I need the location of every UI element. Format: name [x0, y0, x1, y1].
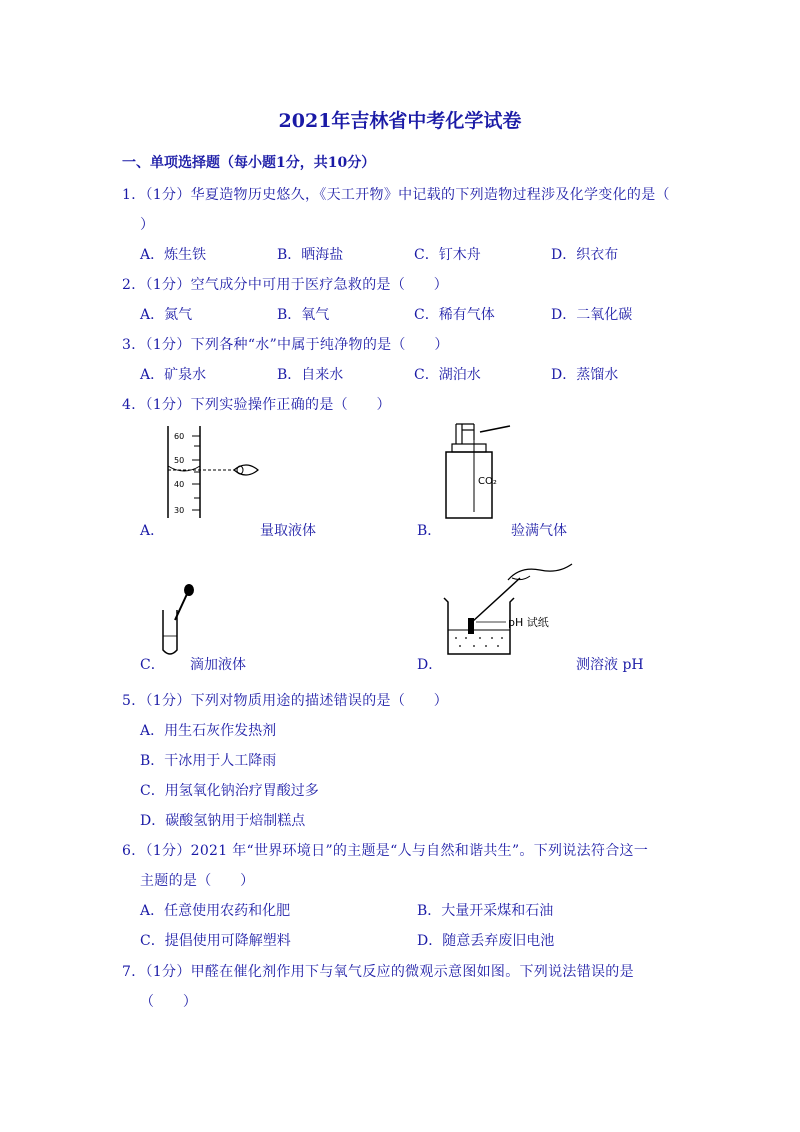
- question-5-stem: 5．（1分）下列对物质用途的描述错误的是（ ）: [122, 693, 449, 709]
- tick-label-30: 30: [174, 506, 185, 515]
- question-6-stem-cont: 主题的是（ ）: [140, 873, 255, 889]
- question-7-stem-cont: （ ）: [140, 994, 198, 1010]
- q5-option-b: B．干冰用于人工降雨: [140, 753, 277, 769]
- question-1-stem: 1．（1分）华夏造物历史悠久，《天工开物》中记载的下列造物过程涉及化学变化的是（: [122, 187, 670, 203]
- gas-bottle-figure: [434, 420, 524, 524]
- q2-option-d: D．二氧化碳: [551, 307, 633, 323]
- q5-option-d: D．碳酸氢钠用于焙制糕点: [140, 813, 306, 829]
- q4-option-c-letter: C．: [140, 657, 165, 673]
- q5-option-c: C．用氢氧化钠治疗胃酸过多: [140, 783, 319, 799]
- q3-option-b: B．自来水: [277, 367, 344, 383]
- q2-option-a: A．氮气: [140, 307, 193, 323]
- tick-label-40: 40: [174, 480, 185, 489]
- q3-option-d: D．蒸馏水: [551, 367, 619, 383]
- tick-label-60: 60: [174, 432, 185, 441]
- question-2-stem: 2．（1分）空气成分中可用于医疗急救的是（ ）: [122, 277, 449, 293]
- q4-option-a-letter: A．: [140, 523, 165, 539]
- co2-label: CO₂: [478, 476, 497, 487]
- section-heading: 一、单项选择题（每小题1分，共10分）: [122, 155, 376, 171]
- q1-option-d: D．织衣布: [551, 247, 619, 263]
- ph-paper-label: pH 试纸: [508, 616, 549, 629]
- tick-label-50: 50: [174, 456, 185, 465]
- q1-option-a: A．炼生铁: [140, 247, 207, 263]
- q4-option-d-caption: 测溶液 pH: [576, 657, 644, 673]
- q4-option-d-letter: D．: [417, 657, 443, 673]
- hand-outline: [508, 564, 572, 580]
- graduated-cylinder-figure: [160, 422, 280, 522]
- page-title: 2021年吉林省中考化学试卷: [278, 110, 522, 132]
- q1-option-b: B．晒海盐: [277, 247, 344, 263]
- q3-option-c: C．湖泊水: [414, 367, 481, 383]
- dropper-test-tube-figure: [155, 582, 205, 658]
- q4-option-a-caption: 量取液体: [260, 523, 316, 539]
- q6-option-d: D．随意丢弃废旧电池: [417, 933, 555, 949]
- q3-option-a: A．矿泉水: [140, 367, 207, 383]
- question-3-stem: 3．（1分）下列各种“水”中属于纯净物的是（ ）: [122, 337, 449, 353]
- q4-option-b-letter: B．: [417, 523, 442, 539]
- question-4-stem: 4．（1分）下列实验操作正确的是（ ）: [122, 397, 391, 413]
- question-1-stem-cont: ）: [140, 217, 155, 233]
- q4-option-b-caption: 验满气体: [511, 523, 567, 539]
- q4-option-c-caption: 滴加液体: [190, 657, 246, 673]
- q2-option-b: B．氧气: [277, 307, 330, 323]
- q2-option-c: C．稀有气体: [414, 307, 495, 323]
- q6-option-b: B．大量开采煤和石油: [417, 903, 554, 919]
- q6-option-c: C．提倡使用可降解塑料: [140, 933, 291, 949]
- question-7-stem: 7．（1分）甲醛在催化剂作用下与氧气反应的微观示意图如图。下列说法错误的是: [122, 964, 634, 980]
- q1-option-c: C．钉木舟: [414, 247, 481, 263]
- q6-option-a: A．任意使用农药和化肥: [140, 903, 291, 919]
- question-6-stem: 6．（1分）2021 年“世界环境日”的主题是“人与自然和谐共生”。下列说法符合这一: [122, 843, 649, 859]
- q5-option-a: A．用生石灰作发热剂: [140, 723, 277, 739]
- ph-test-figure: [436, 556, 576, 660]
